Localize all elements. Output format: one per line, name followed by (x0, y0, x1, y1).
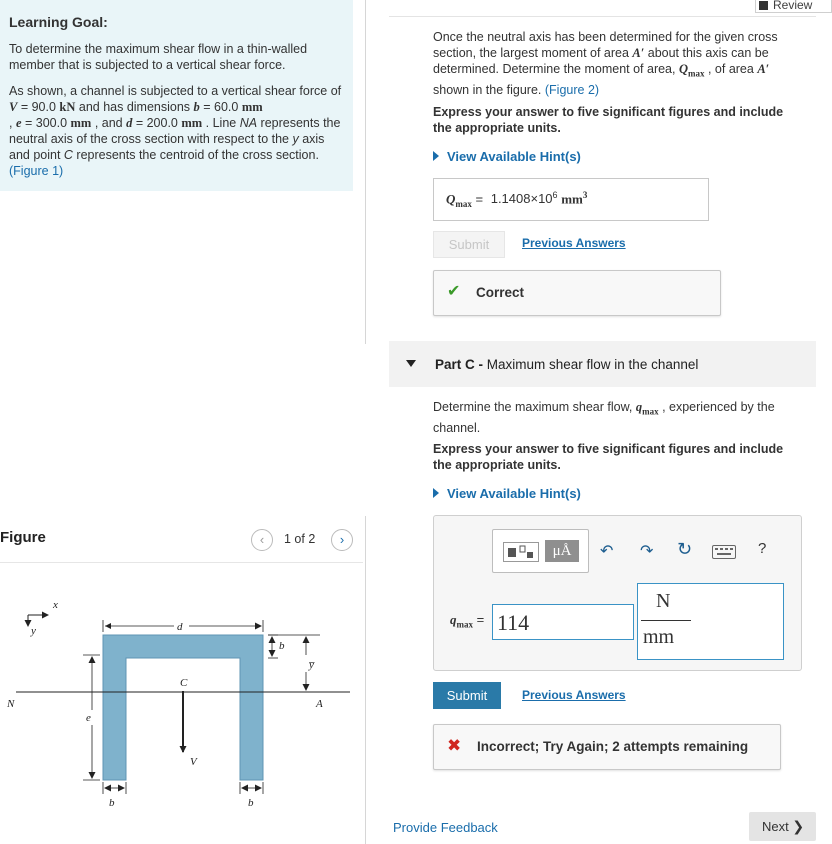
math-e: e (15, 116, 22, 130)
label-C: C (180, 677, 188, 689)
part-b-previous-answers-link[interactable]: Previous Answers (522, 236, 626, 250)
text: = 90.0 (17, 100, 60, 114)
math-Q: Q (678, 62, 688, 76)
text: represents the centroid of the cross section. (72, 148, 319, 162)
text: Determine the maximum shear flow, (433, 400, 636, 414)
math-Q: Q (446, 191, 456, 207)
label-y: y (31, 625, 36, 637)
math-A-prime: A′ (757, 62, 770, 76)
part-c-value-input[interactable]: 114 (492, 604, 634, 640)
part-c-previous-answers-link[interactable]: Previous Answers (522, 688, 626, 702)
math-sub: max (642, 406, 659, 417)
figure-title: Figure (0, 529, 46, 546)
part-c-instructions: Express your answer to five significant figures and include the appropriate units. (433, 442, 784, 472)
caret-right-icon (433, 488, 439, 498)
check-icon: ✔ (447, 283, 461, 300)
fraction-bar (641, 620, 691, 621)
prev-figure-button[interactable] (251, 529, 273, 551)
text: = 300.0 (21, 116, 71, 130)
next-label: Next (762, 819, 789, 834)
text: , of area (704, 62, 758, 76)
label-x: x (53, 599, 58, 611)
math-sub: max (455, 198, 472, 209)
help-button[interactable]: ? (758, 540, 767, 557)
part-c-submit-button[interactable]: Submit (433, 682, 501, 709)
text: axis and point (9, 132, 325, 162)
figure-pager: 1 of 2 (284, 532, 316, 546)
exponent: 3 (582, 190, 588, 200)
label-e: e (86, 712, 91, 724)
reset-icon[interactable]: ↻ (677, 539, 693, 559)
learning-goal-heading: Learning Goal: (9, 14, 108, 30)
text: , (9, 116, 16, 130)
text: and has dimensions (75, 100, 194, 114)
label-b-left: b (109, 797, 115, 809)
review-button[interactable] (755, 0, 832, 13)
label-d: d (177, 621, 183, 633)
part-c-hints[interactable] (433, 486, 581, 501)
hint-label: View Available Hint(s) (447, 149, 581, 164)
unit: mm (241, 100, 263, 114)
text: = 60.0 (199, 100, 242, 114)
divider (365, 0, 366, 344)
math-y: y (292, 132, 299, 146)
text: = 200.0 (132, 116, 182, 130)
part-c-feedback (433, 724, 781, 770)
label-ybar: y̅ (309, 659, 314, 671)
redo-icon[interactable]: ↷ (640, 543, 654, 560)
part-c-title (435, 357, 698, 372)
label-b-right: b (248, 797, 254, 809)
part-b-submit-button[interactable]: Submit (433, 231, 505, 258)
chevron-right-icon: › (339, 532, 345, 547)
feedback-text: Incorrect; Try Again; 2 attempts remaining (477, 739, 749, 754)
keyboard-icon[interactable] (712, 545, 736, 559)
math-V: V (9, 100, 18, 114)
units-button[interactable]: μÅ (545, 540, 579, 562)
part-c-answer-label (450, 612, 484, 630)
provide-feedback-link[interactable]: Provide Feedback (393, 820, 498, 835)
learning-goal-para2 (9, 83, 343, 179)
keyboard-keys-icon (713, 546, 735, 558)
equals: = (471, 191, 487, 207)
channel-cross-section-figure (0, 580, 360, 820)
part-b-question (433, 29, 798, 98)
label-N: N (7, 698, 15, 710)
caret-right-icon (433, 151, 439, 161)
math-A-prime: A′ (632, 46, 645, 60)
math-C: C (63, 148, 73, 162)
math-d: d (126, 116, 133, 130)
part-label: Part C - (435, 357, 487, 372)
math-NA: NA (239, 116, 258, 130)
review-icon (759, 1, 768, 10)
answer-value: 1.1408×10 (490, 191, 553, 207)
text: . Line (202, 116, 240, 130)
math-sub: max (688, 68, 705, 79)
next-button[interactable] (749, 812, 816, 841)
unit-denominator: mm (643, 626, 675, 648)
text: represents the neutral axis of the cross section with respect to the (9, 116, 341, 146)
figure-1-link[interactable]: (Figure 1) (9, 164, 64, 178)
part-c-question (433, 399, 801, 436)
divider (365, 516, 366, 844)
figure-divider (0, 562, 363, 563)
label-b-flange: b (279, 640, 285, 652)
part-title: Maximum shear flow in the channel (486, 357, 699, 372)
toolbar-group (492, 529, 589, 573)
text: about this axis can be determined. Determine the moment of area, (433, 46, 769, 76)
templates-button[interactable] (503, 542, 539, 562)
hint-label: View Available Hint(s) (447, 486, 581, 501)
next-figure-button[interactable] (331, 529, 353, 551)
part-b-feedback (433, 270, 721, 316)
x-mark-icon: ✖ (447, 736, 462, 755)
unit: mm (70, 116, 92, 130)
label-A: A (316, 698, 323, 710)
unit: mm (181, 116, 203, 130)
unit-numerator: N (656, 590, 671, 612)
label-V: V (190, 756, 197, 768)
math-b: b (193, 100, 200, 114)
text: shown in the figure. (433, 82, 545, 97)
chevron-right-icon: ❯ (792, 818, 805, 834)
review-label: Review (773, 0, 813, 12)
learning-goal-para1: To determine the maximum shear flow in a thin-walled member that is subjected to a vertical shear force. (9, 42, 308, 72)
math-sub: max (456, 619, 473, 630)
part-c-unit-input[interactable] (637, 583, 784, 660)
feedback-text: Correct (476, 285, 525, 300)
math-q: q (635, 400, 643, 414)
answer-unit: mm (561, 191, 583, 207)
unit: kN (59, 100, 76, 114)
part-b-instructions: Express your answer to five significant figures and include the appropriate units. (433, 105, 784, 135)
exponent: 6 (552, 190, 558, 200)
equals: = (473, 612, 485, 627)
part-b-hints[interactable] (433, 149, 581, 164)
learning-goal-panel (0, 0, 353, 191)
part-b-answer-box (433, 178, 709, 221)
caret-down-icon (406, 360, 416, 367)
text: , and (91, 116, 127, 130)
undo-icon[interactable]: ↶ (600, 543, 614, 560)
chevron-left-icon: ‹ (259, 532, 265, 547)
templates-icon (504, 543, 538, 561)
text: As shown, a channel is subjected to a vertical shear force of (9, 84, 342, 98)
text: , experienced by the channel. (433, 400, 775, 435)
text: Once the neutral axis has been determined for the given cross section, the largest moment of area (433, 30, 778, 60)
figure-2-link[interactable]: (Figure 2) (544, 82, 600, 97)
math-q: q (450, 612, 457, 627)
part-c-header[interactable] (389, 341, 816, 387)
divider (389, 16, 816, 17)
